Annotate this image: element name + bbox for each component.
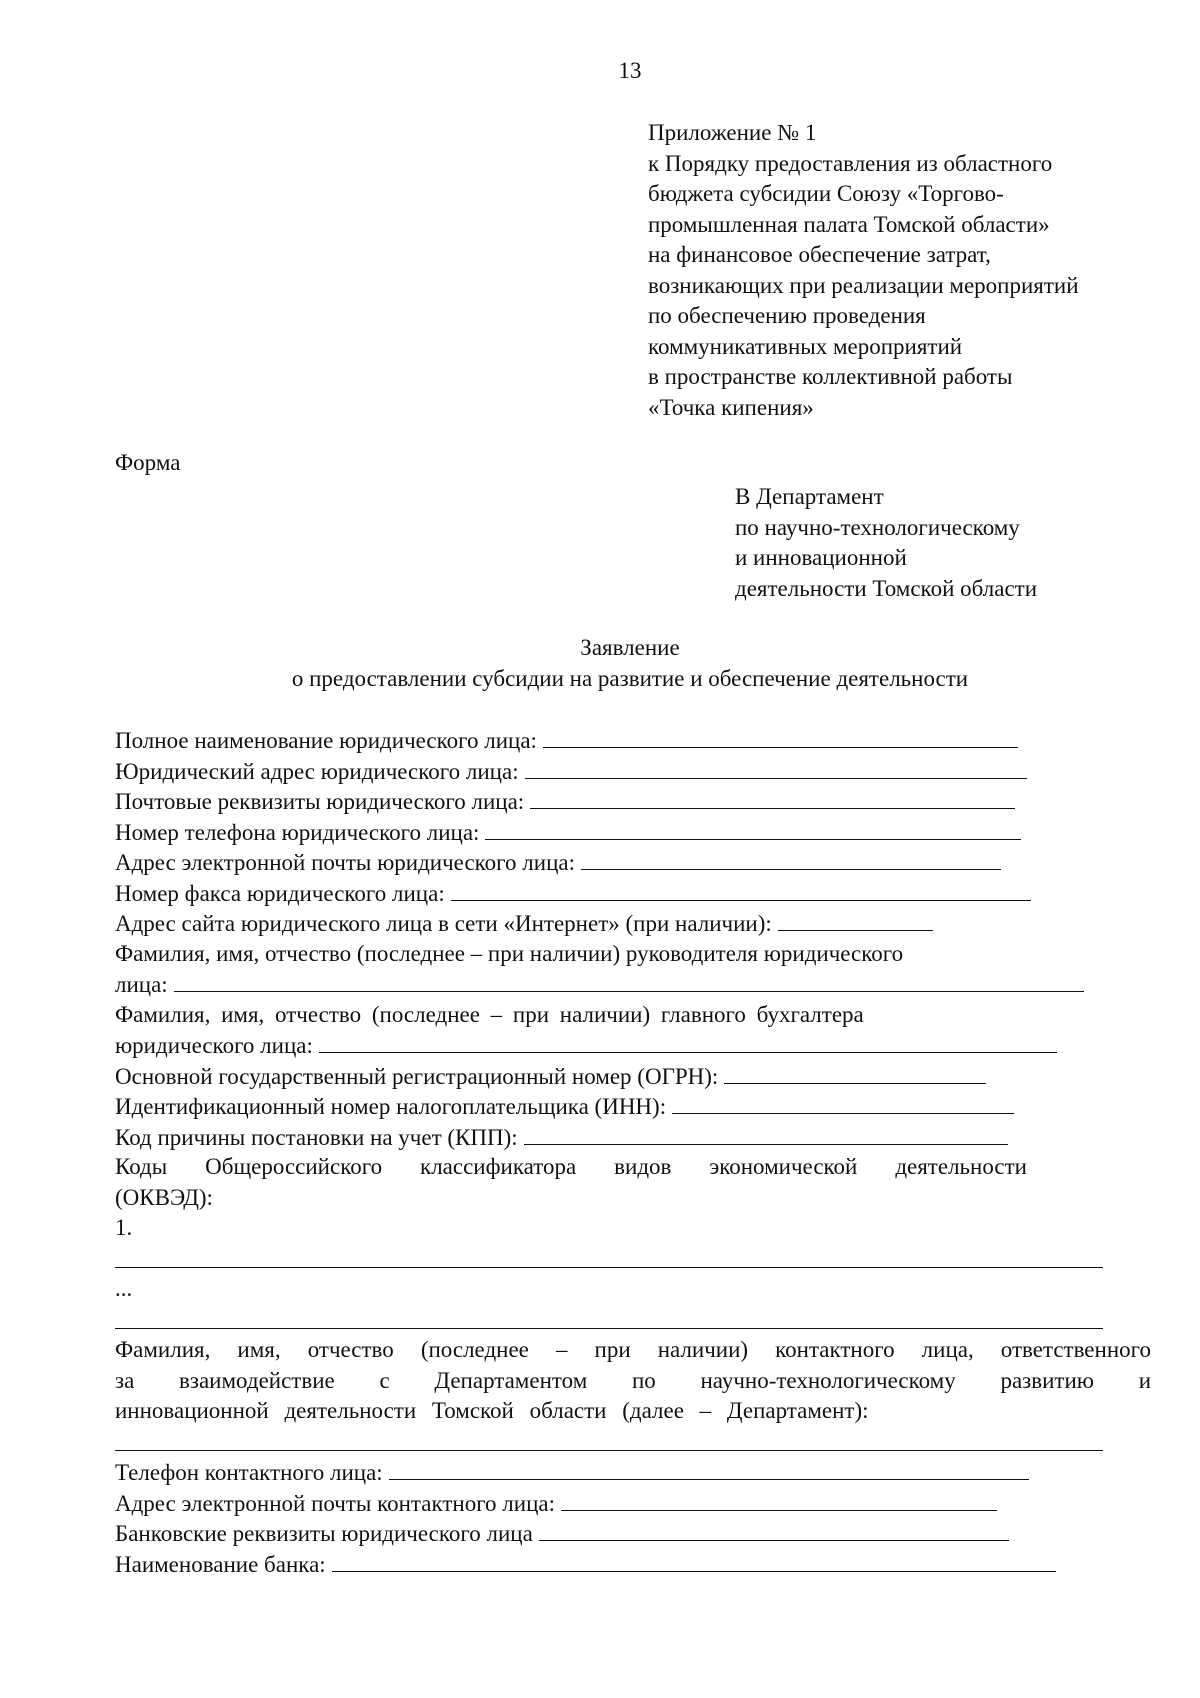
field-ogrn [115, 1061, 1155, 1092]
appendix-line: бюджета субсидии Союзу «Торгово- [648, 181, 1004, 206]
field-label: Адрес сайта юридического лица в сети «Интернет» (при наличии): [115, 911, 772, 936]
field-bank-name [115, 1549, 1155, 1580]
okved-item-line[interactable] [115, 1244, 1155, 1275]
okved-label-line2: (ОКВЭД): [115, 1184, 213, 1210]
field-label: Адрес электронной почты контактного лица: [115, 1490, 555, 1516]
field-label: Основной государственный регистрационный номер (ОГРН): [115, 1063, 719, 1089]
field-website [115, 908, 1155, 939]
field-label: Банковские реквизиты юридического лица [115, 1521, 533, 1546]
okved-extra-line[interactable] [115, 1305, 1155, 1336]
bank-details-blank[interactable] [539, 1518, 1009, 1541]
appendix-header [648, 118, 1168, 423]
field-label: Почтовые реквизиты юридического лица: [115, 789, 525, 814]
email-blank[interactable] [581, 847, 1001, 870]
field-bank-details [115, 1518, 1155, 1549]
appendix-line: промышленная палата Томской области» [648, 211, 1050, 237]
field-contact-email [115, 1488, 1155, 1519]
field-label: Идентификационный номер налогоплательщика (ИНН): [115, 1094, 667, 1119]
field-inn [115, 1091, 1155, 1122]
website-blank[interactable] [778, 908, 933, 931]
contact-label-line2: за взаимодействие с Департаментом по научно-технологическому развитию и [115, 1367, 1151, 1393]
addressee-line: В Департамент [735, 484, 884, 509]
kpp-blank[interactable] [524, 1122, 1008, 1145]
postal-details-blank[interactable] [530, 786, 1015, 809]
form-label: Форма [115, 450, 181, 475]
contact-email-blank[interactable] [561, 1488, 997, 1511]
contact-label-line3: инновационной деятельности Томской области (далее – Департамент): [115, 1398, 869, 1423]
field-postal-details [115, 786, 1155, 817]
field-label: Номер телефона юридического лица: [115, 819, 480, 845]
field-label: лица: [115, 972, 168, 997]
bank-name-blank[interactable] [332, 1549, 1056, 1572]
fax-blank[interactable] [451, 878, 1031, 901]
title-subheading: о предоставлении субсидии на развитие и обеспечение деятельности [291, 666, 969, 691]
field-full-name [115, 725, 1155, 756]
field-label: юридического лица: [115, 1033, 313, 1058]
appendix-line: на финансовое обеспечение затрат, [648, 242, 991, 267]
contact-label-line1: Фамилия, имя, отчество (последнее – при наличии) контактного лица, ответственного [115, 1337, 1151, 1362]
appendix-line: Приложение № 1 [648, 120, 817, 145]
field-label: Полное наименование юридического лица: [115, 728, 537, 753]
field-label: Адрес электронной почты юридического лица: [115, 850, 575, 875]
okved-item-number: 1. [115, 1215, 133, 1240]
field-director [115, 969, 1155, 1000]
contact-phone-blank[interactable] [389, 1457, 1029, 1480]
title-heading: Заявление [580, 635, 680, 660]
page-number: 13 [618, 58, 642, 83]
field-label: Номер факса юридического лица: [115, 880, 445, 906]
field-label: Телефон контактного лица: [115, 1460, 383, 1485]
appendix-line: в пространстве коллективной работы [648, 364, 1013, 389]
document-title [0, 632, 1200, 694]
field-email [115, 847, 1155, 878]
phone-blank[interactable] [485, 817, 1021, 840]
full-name-blank[interactable] [543, 725, 1018, 748]
appendix-line: «Точка кипения» [648, 394, 814, 420]
legal-address-blank[interactable] [525, 756, 1027, 779]
director-blank[interactable] [174, 969, 1084, 992]
field-accountant [115, 1030, 1155, 1061]
inn-blank[interactable] [672, 1091, 1014, 1114]
application-form [115, 725, 1155, 1579]
field-legal-address [115, 756, 1155, 787]
field-kpp [115, 1122, 1155, 1153]
contact-person-line[interactable] [115, 1427, 1155, 1458]
addressee [735, 482, 1037, 604]
appendix-line: к Порядку предоставления из областного [648, 150, 1053, 176]
field-contact-phone [115, 1457, 1155, 1488]
accountant-label-line1: Фамилия, имя, отчество (последнее – при наличии) главного бухгалтера [115, 1001, 864, 1027]
okved-ellipsis: ... [115, 1276, 133, 1301]
field-label: Код причины постановки на учет (КПП): [115, 1124, 518, 1150]
field-fax [115, 878, 1155, 909]
appendix-line: возникающих при реализации мероприятий [648, 272, 1079, 298]
field-label: Наименование банка: [115, 1551, 326, 1577]
addressee-line: и инновационной [735, 545, 907, 570]
field-phone [115, 817, 1155, 848]
appendix-line: коммуникативных мероприятий [648, 333, 963, 359]
director-label-line1: Фамилия, имя, отчество (последнее – при наличии) руководителя юридического [115, 940, 904, 966]
appendix-line: по обеспечению проведения [648, 303, 926, 328]
field-label: Юридический адрес юридического лица: [115, 758, 519, 784]
ogrn-blank[interactable] [724, 1061, 986, 1084]
accountant-blank[interactable] [319, 1030, 1057, 1053]
addressee-line: деятельности Томской области [735, 575, 1038, 601]
addressee-line: по научно-технологическому [735, 514, 1020, 540]
okved-label-line1: Коды Общероссийского классификатора видов экономической деятельности [115, 1154, 1027, 1179]
